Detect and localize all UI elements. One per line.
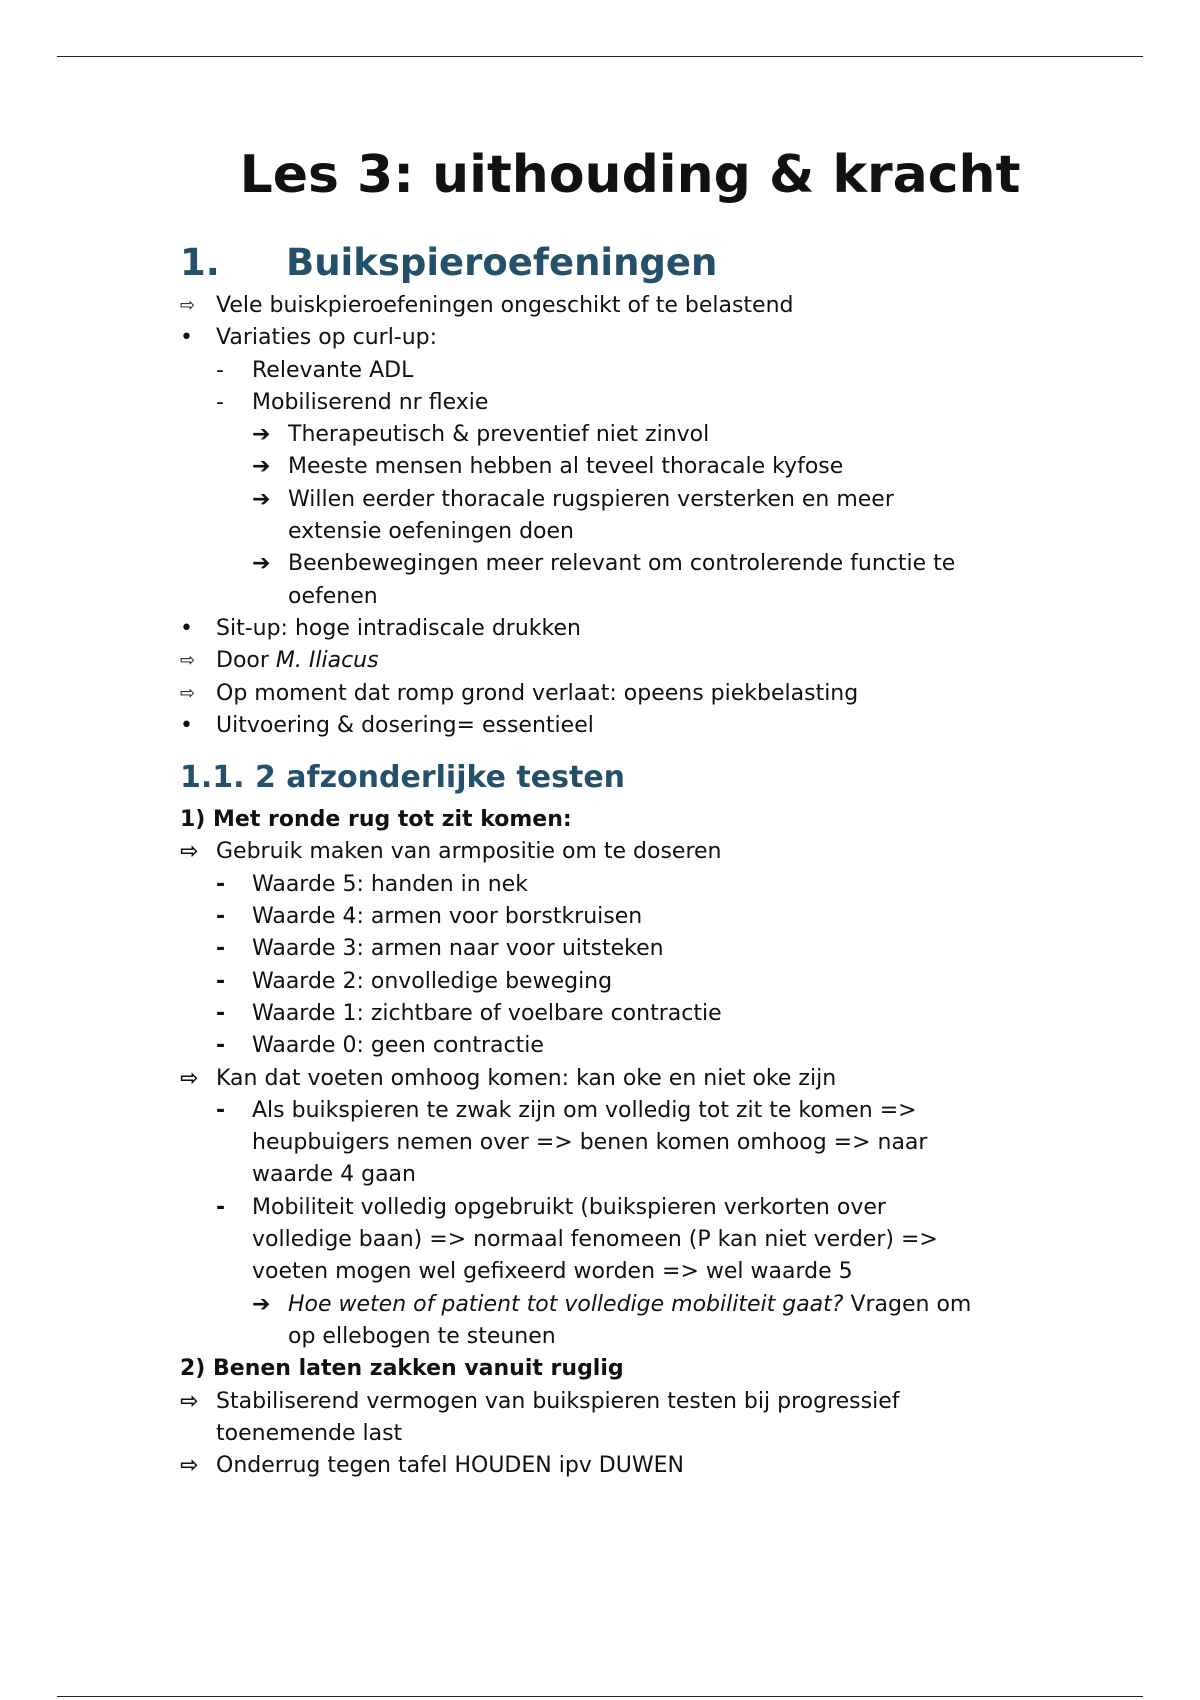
bold-open-arrow-icon: ⇨ [180,1388,199,1414]
dash-icon: - [216,1000,226,1026]
list-item: ➔ Therapeutisch & preventief niet zinvol [180,419,1060,451]
dash-icon: - [216,936,226,962]
dash-icon: - [216,357,224,383]
page-title: Les 3: uithouding & kracht [239,145,1021,205]
list-item-continuation: oefenen [288,583,378,609]
right-arrow-icon: ➔ [252,422,271,448]
list-item: ⇨ Stabiliserend vermogen van buikspieren testen bij progressief [180,1386,1060,1418]
right-arrow-icon: ➔ [252,1291,271,1317]
dash-icon: - [216,968,226,994]
section-title: Buikspieroefeningen [286,241,718,284]
list-item-continuation: volledige baan) => normaal fenomeen (P kan niet verder) => [252,1227,938,1253]
list-item-continuation: heupbuigers nemen over => benen komen omhoog => naar [252,1130,928,1156]
right-arrow-icon: ➔ [252,486,271,512]
bold-open-arrow-icon: ⇨ [180,839,199,865]
top-rule [57,56,1143,57]
list-item: - Als buikspieren te zwak zijn om volledig tot zit te komen => [180,1095,1060,1127]
list-item: ⇨ Door M. Iliacus [180,645,1060,677]
list-item-continuation: waarde 4 gaan [252,1162,416,1188]
dash-icon: - [216,389,224,415]
list-item: - Mobiliteit volledig opgebruikt (buikspieren verkorten over [180,1192,1060,1224]
list-item: ⇨ Onderrug tegen tafel HOUDEN ipv DUWEN [180,1450,1060,1482]
list-item: ➔ Hoe weten of patient tot volledige mobiliteit gaat? Vragen om [180,1289,1060,1321]
document-body [180,130,1060,1482]
right-arrow-icon: ➔ [252,454,271,480]
list-item: - Waarde 4: armen voor borstkruisen [180,901,1060,933]
bullet-icon: • [180,615,193,641]
list-item: ⇨ Gebruik maken van armpositie om te doseren [180,836,1060,868]
list-item: • Uitvoering & dosering= essentieel [180,710,1060,742]
list-item: - Waarde 2: onvolledige beweging [180,966,1060,998]
dash-icon: - [216,1033,226,1059]
list-item-continuation: extensie oefeningen doen [288,519,574,545]
open-arrow-icon: ⇨ [180,650,196,672]
bottom-rule [57,1696,1143,1697]
list-item: - Waarde 1: zichtbare of voelbare contractie [180,998,1060,1030]
open-arrow-icon: ⇨ [180,295,196,316]
section-heading-1-1: 1.1. 2 afzonderlijke testen [180,760,626,796]
list-item: • Sit-up: hoge intradiscale drukken [180,613,1060,645]
list-item: - Mobiliserend nr flexie [180,387,1060,419]
dash-icon: - [216,904,226,930]
section-number: 1. [180,241,220,284]
bold-open-arrow-icon: ⇨ [180,1453,199,1479]
dash-icon: - [216,1097,226,1123]
bold-open-arrow-icon: ⇨ [180,1065,199,1091]
dash-icon: - [216,871,226,897]
list-item: ⇨ Op moment dat romp grond verlaat: opeens piekbelasting [180,678,1060,710]
list-item: ⇨ Kan dat voeten omhoog komen: kan oke en niet oke zijn [180,1063,1060,1095]
list-item: - Waarde 5: handen in nek [180,869,1060,901]
dash-icon: - [216,1194,226,1220]
list-item: • Variaties op curl-up: [180,322,1060,354]
bullet-icon: • [180,325,193,351]
right-arrow-icon: ➔ [252,551,271,577]
list-item-continuation: op ellebogen te steunen [288,1323,556,1349]
open-arrow-icon: ⇨ [180,682,196,704]
list-item: - Waarde 0: geen contractie [180,1030,1060,1062]
list-item: ➔ Willen eerder thoracale rugspieren versterken en meer [180,484,1060,516]
list-item: ➔ Beenbewegingen meer relevant om controlerende functie te [180,548,1060,580]
list-item-continuation: voeten mogen wel gefixeerd worden => wel waarde 5 [252,1259,853,1285]
list-item: - Waarde 3: armen naar voor uitsteken [180,933,1060,965]
list-item: ➔ Meeste mensen hebben al teveel thoracale kyfose [180,451,1060,483]
section-heading-1 [180,236,1060,290]
list-item: - Relevante ADL [180,355,1060,387]
bullet-icon: • [180,712,193,738]
test-2-title: 2) Benen laten zakken vanuit ruglig [180,1356,624,1382]
test-1-title: 1) Met ronde rug tot zit komen: [180,807,572,833]
list-item-continuation: toenemende last [216,1420,403,1446]
list-item: ⇨ Vele buiskpieroefeningen ongeschikt of te belastend [180,290,1060,322]
